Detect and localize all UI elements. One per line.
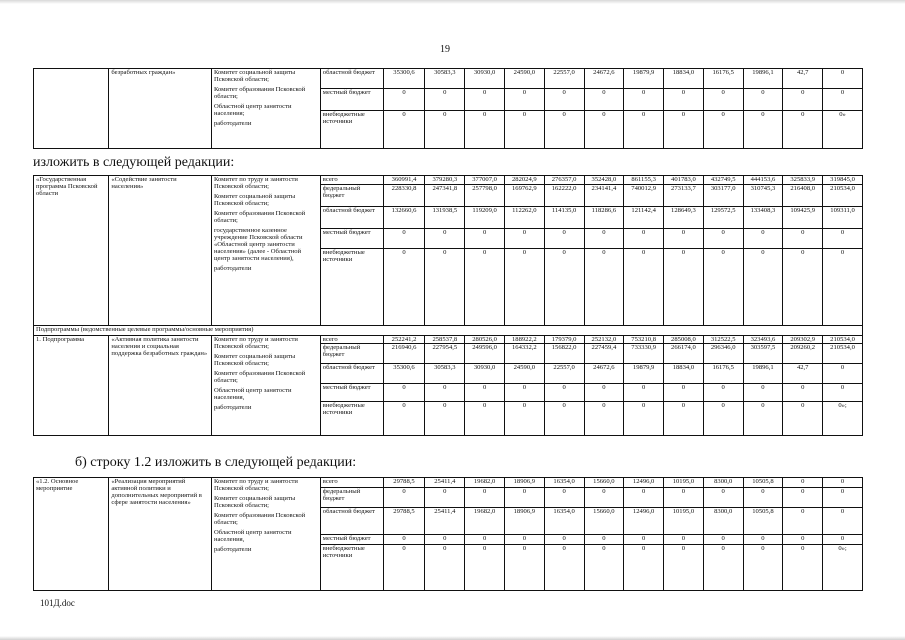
- value-cell: 0: [624, 535, 664, 545]
- value-cell: 282024,9: [504, 176, 544, 185]
- value-cell: 0: [465, 249, 505, 326]
- value-cell: 0: [664, 111, 704, 149]
- table-row: [34, 69, 863, 89]
- value-cell: 118286,6: [584, 207, 624, 229]
- value-cell: 0: [664, 535, 704, 545]
- value-cell: 0: [823, 384, 863, 402]
- value-cell: 323493,6: [743, 336, 783, 344]
- value-cell: 209302,9: [783, 336, 823, 344]
- funding-source: местный бюджет: [320, 89, 383, 111]
- program-name: «Содействие занятости населения»: [109, 176, 212, 326]
- value-cell: 18834,0: [664, 364, 704, 384]
- value-cell: 0: [703, 402, 743, 436]
- value-cell: 16176,5: [703, 69, 743, 89]
- value-cell: 0: [703, 384, 743, 402]
- executors-cell: [211, 336, 320, 436]
- value-cell: 0: [544, 545, 584, 591]
- executor-item: работодатели: [213, 265, 252, 272]
- executor-item: Комитет социальной защиты Псковской области;: [213, 69, 296, 83]
- value-cell: 15660,0: [584, 478, 624, 488]
- value-cell: 8300,0: [703, 478, 743, 488]
- table-continuation: [33, 68, 863, 149]
- value-cell: 325833,9: [783, 176, 823, 185]
- value-cell: 8300,0: [703, 508, 743, 535]
- value-cell: 128649,3: [664, 207, 704, 229]
- value-cell: 109311,0: [823, 207, 863, 229]
- value-cell: 0: [823, 535, 863, 545]
- funding-source: федеральный бюджет: [320, 488, 383, 508]
- value-cell: 0: [383, 111, 425, 149]
- value-cell: 0: [783, 478, 823, 488]
- value-cell: 444153,6: [743, 176, 783, 185]
- value-cell: 0: [703, 111, 743, 149]
- value-cell: 162222,0: [544, 185, 584, 207]
- executor-item: Комитет образования Псковской области;: [213, 210, 306, 224]
- value-cell: 234141,4: [584, 185, 624, 207]
- value-cell: 0: [425, 384, 465, 402]
- value-cell: 0: [743, 384, 783, 402]
- value-cell: 249596,0: [465, 344, 505, 364]
- funding-source: местный бюджет: [320, 535, 383, 545]
- value-cell: 733330,9: [624, 344, 664, 364]
- value-cell: 12496,0: [624, 478, 664, 488]
- value-cell: 29788,5: [383, 508, 425, 535]
- value-cell: 0: [465, 535, 505, 545]
- funding-source: внебюджетные источники: [320, 545, 383, 591]
- value-cell: 0: [624, 488, 664, 508]
- value-cell: 0: [544, 384, 584, 402]
- value-cell: 0: [823, 364, 863, 384]
- value-cell: 0: [544, 229, 584, 249]
- program-title: «Государственная программа Псковской области: [34, 176, 109, 326]
- table-program: [33, 175, 863, 436]
- value-cell: 30930,0: [465, 364, 505, 384]
- value-cell: 133408,3: [743, 207, 783, 229]
- activity-title: «1.2. Основное мероприятие: [34, 478, 109, 591]
- executor-item: Комитет социальной защиты Псковской области;: [213, 193, 296, 207]
- value-cell: 303177,0: [703, 185, 743, 207]
- value-cell: 0: [664, 545, 704, 591]
- value-cell: 24590,0: [504, 364, 544, 384]
- value-cell: 0: [465, 89, 505, 111]
- value-cell: 10505,8: [743, 478, 783, 488]
- value-cell: 0: [823, 478, 863, 488]
- value-cell: 0: [544, 402, 584, 436]
- value-cell: 0: [425, 402, 465, 436]
- value-cell: 0: [703, 89, 743, 111]
- footer-filename: 101Д.doc: [40, 598, 75, 608]
- value-cell: 0: [743, 111, 783, 149]
- table-row: [34, 336, 863, 344]
- value-cell: 216408,0: [783, 185, 823, 207]
- value-cell: 10195,0: [664, 508, 704, 535]
- value-cell: 861155,3: [624, 176, 664, 185]
- value-cell: 156822,0: [544, 344, 584, 364]
- executor-item: Комитет образования Псковской области;: [213, 512, 306, 526]
- value-cell: 0: [624, 545, 664, 591]
- value-cell: 0: [584, 488, 624, 508]
- executors-cell: [211, 478, 320, 591]
- subprogram-title: 1. Подпрограмма: [34, 336, 109, 436]
- value-cell: 16354,0: [544, 478, 584, 488]
- value-cell: 18834,0: [664, 69, 704, 89]
- value-cell: 15660,0: [584, 508, 624, 535]
- value-cell: 10195,0: [664, 478, 704, 488]
- value-cell: 0: [743, 545, 783, 591]
- value-cell: 19879,9: [624, 69, 664, 89]
- value-cell: 0: [743, 402, 783, 436]
- value-cell: 258537,8: [425, 336, 465, 344]
- value-cell: 19896,1: [743, 69, 783, 89]
- funding-source: внебюджетные источники: [320, 111, 383, 149]
- value-cell: 132660,6: [383, 207, 425, 229]
- value-cell: 0: [783, 249, 823, 326]
- value-cell: 0: [584, 535, 624, 545]
- value-cell: 401783,0: [664, 176, 704, 185]
- value-cell: 0: [703, 545, 743, 591]
- value-cell: 19682,0: [465, 478, 505, 488]
- value-cell: 179379,0: [544, 336, 584, 344]
- value-cell: 285008,0: [664, 336, 704, 344]
- value-cell: 0: [664, 384, 704, 402]
- value-cell: 0: [624, 402, 664, 436]
- value-cell: 0: [383, 384, 425, 402]
- value-cell: 379280,3: [425, 176, 465, 185]
- value-cell: 210534,0: [823, 336, 863, 344]
- executor-item: Комитет социальной защиты Псковской области;: [213, 495, 296, 509]
- value-cell: 280526,0: [465, 336, 505, 344]
- value-cell: 0: [465, 384, 505, 402]
- value-cell: 0: [504, 89, 544, 111]
- value-cell: 188922,2: [504, 336, 544, 344]
- value-cell: 0: [504, 402, 544, 436]
- value-cell: 129572,5: [703, 207, 743, 229]
- value-cell: 119209,0: [465, 207, 505, 229]
- value-cell: 0: [584, 402, 624, 436]
- subprograms-row: [34, 326, 863, 336]
- value-cell: 0: [544, 535, 584, 545]
- funding-source: всего: [320, 176, 383, 185]
- value-cell: 30930,0: [465, 69, 505, 89]
- value-cell: 753210,8: [624, 336, 664, 344]
- executor-item: государственное казенное учреждение Псковской области «Областной центр занятости населения» (далее - Областной центр занятости населения),: [213, 227, 303, 262]
- value-cell: 18906,9: [504, 478, 544, 488]
- value-cell: 0»;: [823, 545, 863, 591]
- value-cell: 0: [425, 535, 465, 545]
- scan-edge-top: [0, 0, 905, 4]
- executor-item: работодатели: [213, 404, 252, 411]
- value-cell: 35300,6: [383, 69, 425, 89]
- value-cell: 114135,0: [544, 207, 584, 229]
- value-cell: 12496,0: [624, 508, 664, 535]
- value-cell: 0: [783, 229, 823, 249]
- executor-item: Областной центр занятости населения,: [213, 529, 292, 543]
- executor-item: Комитет социальной защиты Псковской области;: [213, 353, 296, 367]
- value-cell: 24672,6: [584, 364, 624, 384]
- value-cell: 0: [664, 229, 704, 249]
- value-cell: 0: [783, 402, 823, 436]
- value-cell: 0: [425, 111, 465, 149]
- activity-name: «Реализация мероприятий активной политики и дополнительных мероприятий в сфере занятости населения»: [109, 478, 212, 591]
- value-cell: 247341,8: [425, 185, 465, 207]
- executor-item: работодатели: [213, 120, 252, 127]
- value-cell: 0: [584, 89, 624, 111]
- value-cell: 42,7: [783, 69, 823, 89]
- value-cell: 18906,9: [504, 508, 544, 535]
- subprograms-heading: Подпрограммы (ведомственные целевые программы/основные мероприятия): [34, 326, 863, 336]
- value-cell: 0: [584, 384, 624, 402]
- executor-item: Комитет образования Псковской области;: [213, 86, 306, 100]
- page-number: 19: [440, 44, 450, 55]
- executor-item: Комитет по труду и занятости Псковской области;: [213, 478, 298, 492]
- value-cell: 303597,5: [743, 344, 783, 364]
- value-cell: 0: [624, 229, 664, 249]
- value-cell: 432749,5: [703, 176, 743, 185]
- value-cell: 164332,2: [504, 344, 544, 364]
- value-cell: 0: [544, 111, 584, 149]
- executors-cell: [211, 176, 320, 326]
- funding-source: федеральный бюджет: [320, 185, 383, 207]
- value-cell: 112262,0: [504, 207, 544, 229]
- value-cell: 22557,0: [544, 364, 584, 384]
- value-cell: 0: [425, 545, 465, 591]
- value-cell: 0: [465, 488, 505, 508]
- value-cell: 0: [504, 535, 544, 545]
- value-cell: 0: [584, 111, 624, 149]
- value-cell: 24672,6: [584, 69, 624, 89]
- value-cell: 35300,6: [383, 364, 425, 384]
- value-cell: 0: [743, 229, 783, 249]
- value-cell: 0: [703, 229, 743, 249]
- value-cell: 210534,0: [823, 344, 863, 364]
- value-cell: 30583,3: [425, 364, 465, 384]
- value-cell: 0: [783, 535, 823, 545]
- value-cell: 0: [823, 69, 863, 89]
- value-cell: 0: [624, 89, 664, 111]
- value-cell: 0: [425, 249, 465, 326]
- value-cell: 0: [783, 508, 823, 535]
- value-cell: 0: [383, 89, 425, 111]
- executor-item: Областной центр занятости населения,: [213, 387, 292, 401]
- value-cell: 0: [584, 249, 624, 326]
- value-cell: 0: [584, 545, 624, 591]
- value-cell: 0: [465, 229, 505, 249]
- value-cell: 0: [425, 229, 465, 249]
- value-cell: 24590,0: [504, 69, 544, 89]
- value-cell: 0: [383, 488, 425, 508]
- funding-source: областной бюджет: [320, 69, 383, 89]
- funding-source: областной бюджет: [320, 364, 383, 384]
- value-cell: 0: [504, 111, 544, 149]
- value-cell: 0: [504, 249, 544, 326]
- value-cell: 0: [783, 89, 823, 111]
- heading-new-edition: изложить в следующей редакции:: [33, 155, 235, 170]
- value-cell: 210534,0: [823, 185, 863, 207]
- funding-source: внебюджетные источники: [320, 402, 383, 436]
- value-cell: 0»;: [823, 402, 863, 436]
- value-cell: 312522,5: [703, 336, 743, 344]
- value-cell: 0: [624, 249, 664, 326]
- funding-source: всего: [320, 478, 383, 488]
- table-row: [34, 478, 863, 488]
- value-cell: 227954,5: [425, 344, 465, 364]
- executor-item: работодатели: [213, 546, 252, 553]
- value-cell: 0: [823, 229, 863, 249]
- value-cell: 209260,2: [783, 344, 823, 364]
- value-cell: 0: [823, 249, 863, 326]
- value-cell: 740012,9: [624, 185, 664, 207]
- value-cell: 109425,9: [783, 207, 823, 229]
- value-cell: 0: [703, 249, 743, 326]
- value-cell: 310745,3: [743, 185, 783, 207]
- value-cell: 0: [783, 384, 823, 402]
- value-cell: 276357,0: [544, 176, 584, 185]
- value-cell: 16176,5: [703, 364, 743, 384]
- value-cell: 0: [383, 545, 425, 591]
- value-cell: 0: [664, 488, 704, 508]
- value-cell: 0: [425, 89, 465, 111]
- value-cell: 0: [504, 229, 544, 249]
- value-cell: 360991,4: [383, 176, 425, 185]
- value-cell: 169762,9: [504, 185, 544, 207]
- funding-source: местный бюджет: [320, 384, 383, 402]
- value-cell: 227459,4: [584, 344, 624, 364]
- executor-item: Комитет по труду и занятости Псковской области;: [213, 176, 298, 190]
- value-cell: 0: [504, 384, 544, 402]
- value-cell: 0: [584, 229, 624, 249]
- value-cell: 0: [383, 229, 425, 249]
- subprogram-name: «Активная политика занятости населения и социальная поддержка безработных граждан»: [109, 336, 212, 436]
- value-cell: 252132,0: [584, 336, 624, 344]
- executors-cell: [211, 69, 320, 149]
- value-cell: 0: [383, 249, 425, 326]
- value-cell: 0: [743, 488, 783, 508]
- value-cell: 352428,0: [584, 176, 624, 185]
- value-cell: 16354,0: [544, 508, 584, 535]
- value-cell: 0: [624, 111, 664, 149]
- value-cell: 0: [783, 488, 823, 508]
- value-cell: 10505,8: [743, 508, 783, 535]
- value-cell: 0»: [823, 111, 863, 149]
- heading-row-1-2: б) строку 1.2 изложить в следующей редакции:: [75, 455, 357, 470]
- value-cell: 0: [544, 488, 584, 508]
- value-cell: 0: [383, 535, 425, 545]
- value-cell: 0: [504, 545, 544, 591]
- value-cell: 0: [783, 111, 823, 149]
- funding-source: областной бюджет: [320, 207, 383, 229]
- value-cell: 25411,4: [425, 508, 465, 535]
- value-cell: 0: [383, 402, 425, 436]
- value-cell: 0: [465, 545, 505, 591]
- value-cell: 0: [703, 488, 743, 508]
- executor-item: Комитет по труду и занятости Псковской области;: [213, 336, 298, 350]
- empty-cell: [34, 69, 109, 149]
- value-cell: 0: [743, 249, 783, 326]
- value-cell: 0: [425, 488, 465, 508]
- value-cell: 319845,0: [823, 176, 863, 185]
- value-cell: 29788,5: [383, 478, 425, 488]
- funding-source: федеральный бюджет: [320, 344, 383, 364]
- value-cell: 19682,0: [465, 508, 505, 535]
- value-cell: 0: [465, 111, 505, 149]
- value-cell: 266174,0: [664, 344, 704, 364]
- value-cell: 19879,9: [624, 364, 664, 384]
- value-cell: 30583,3: [425, 69, 465, 89]
- value-cell: 273133,7: [664, 185, 704, 207]
- value-cell: 228330,8: [383, 185, 425, 207]
- program-name: безработных граждан»: [109, 69, 212, 149]
- value-cell: 42,7: [783, 364, 823, 384]
- value-cell: 296346,0: [703, 344, 743, 364]
- value-cell: 0: [823, 508, 863, 535]
- value-cell: 0: [703, 535, 743, 545]
- funding-source: внебюджетные источники: [320, 249, 383, 326]
- value-cell: 0: [504, 488, 544, 508]
- funding-source: местный бюджет: [320, 229, 383, 249]
- executor-item: Областной центр занятости населения;: [213, 103, 292, 117]
- value-cell: 0: [743, 89, 783, 111]
- table-row: [34, 176, 863, 185]
- value-cell: 257798,0: [465, 185, 505, 207]
- value-cell: 0: [664, 89, 704, 111]
- value-cell: 0: [664, 249, 704, 326]
- value-cell: 0: [783, 545, 823, 591]
- value-cell: 0: [465, 402, 505, 436]
- funding-source: областной бюджет: [320, 508, 383, 535]
- table-row-1-2: [33, 477, 863, 591]
- value-cell: 25411,4: [425, 478, 465, 488]
- funding-source: всего: [320, 336, 383, 344]
- value-cell: 377007,0: [465, 176, 505, 185]
- value-cell: 0: [544, 89, 584, 111]
- value-cell: 0: [544, 249, 584, 326]
- value-cell: 216940,6: [383, 344, 425, 364]
- value-cell: 0: [624, 384, 664, 402]
- value-cell: 0: [743, 535, 783, 545]
- value-cell: 22557,0: [544, 69, 584, 89]
- executor-item: Комитет образования Псковской области;: [213, 370, 306, 384]
- value-cell: 0: [664, 402, 704, 436]
- value-cell: 252241,2: [383, 336, 425, 344]
- value-cell: 19896,1: [743, 364, 783, 384]
- scan-edge-bottom: [0, 636, 905, 640]
- value-cell: 131938,5: [425, 207, 465, 229]
- value-cell: 121142,4: [624, 207, 664, 229]
- value-cell: 0: [823, 89, 863, 111]
- value-cell: 0: [823, 488, 863, 508]
